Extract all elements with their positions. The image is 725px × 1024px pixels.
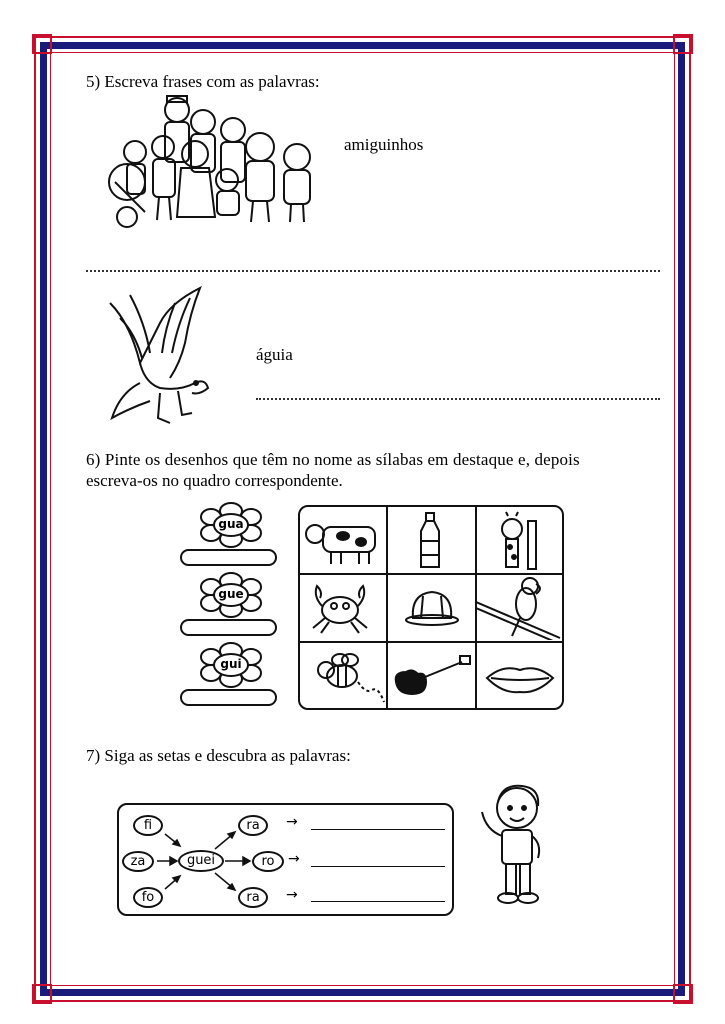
giraffe-icon (496, 511, 541, 571)
q5-word-amiguinhos: amiguinhos (344, 135, 424, 154)
corner-ornament-top-left (32, 34, 52, 54)
syllable-oval-fi: fi (133, 815, 163, 836)
q6-heading-line2: escreva-os no quadro correspondente. (86, 471, 343, 490)
bee-icon (308, 646, 388, 706)
waving-boy-icon (472, 780, 567, 908)
corner-ornament-top-right (673, 34, 693, 54)
q6-heading-line1: 6) Pinte os desenhos que têm no nome as sílabas em destaque e, depois (86, 450, 580, 469)
corner-ornament-bottom-right (673, 984, 693, 1004)
q5-writing-line-2[interactable] (256, 398, 660, 400)
eagle-icon (100, 283, 215, 433)
syllable-oval-fo: fo (133, 887, 163, 908)
syllable-oval-ro: ro (252, 851, 284, 872)
answer-line-1[interactable] (311, 829, 445, 830)
answer-box-gue[interactable] (180, 619, 277, 636)
jelly-icon (403, 588, 461, 628)
cow-icon (303, 512, 383, 567)
q5-heading: 5) Escreva frases com as palavras: (86, 72, 320, 91)
syllable-oval-ra-top: ra (238, 815, 268, 836)
syllable-oval-za: za (122, 851, 154, 872)
q5-writing-line-1[interactable] (86, 270, 660, 272)
lips-icon (483, 660, 557, 696)
result-arrow-2: → (288, 851, 300, 867)
result-arrow-3: → (286, 887, 298, 903)
syllable-gua: gua (218, 517, 244, 531)
children-group-icon (105, 92, 320, 232)
syllable-gue: gue (218, 587, 244, 601)
answer-box-gui[interactable] (180, 689, 277, 706)
answer-line-2[interactable] (311, 866, 445, 867)
answer-box-gua[interactable] (180, 549, 277, 566)
bottle-icon (415, 511, 445, 571)
q5-word-aguia: águia (256, 345, 293, 364)
guitar-icon (390, 652, 472, 700)
parrot-icon (476, 574, 562, 640)
result-arrow-1: → (286, 814, 298, 830)
syllable-oval-ra-bottom: ra (238, 887, 268, 908)
crab-icon (305, 578, 375, 636)
q7-heading: 7) Siga as setas e descubra as palavras: (86, 746, 351, 765)
syllable-oval-guei: guei (178, 850, 224, 872)
syllable-gui: gui (220, 657, 242, 671)
answer-line-3[interactable] (311, 901, 445, 902)
corner-ornament-bottom-left (32, 984, 52, 1004)
